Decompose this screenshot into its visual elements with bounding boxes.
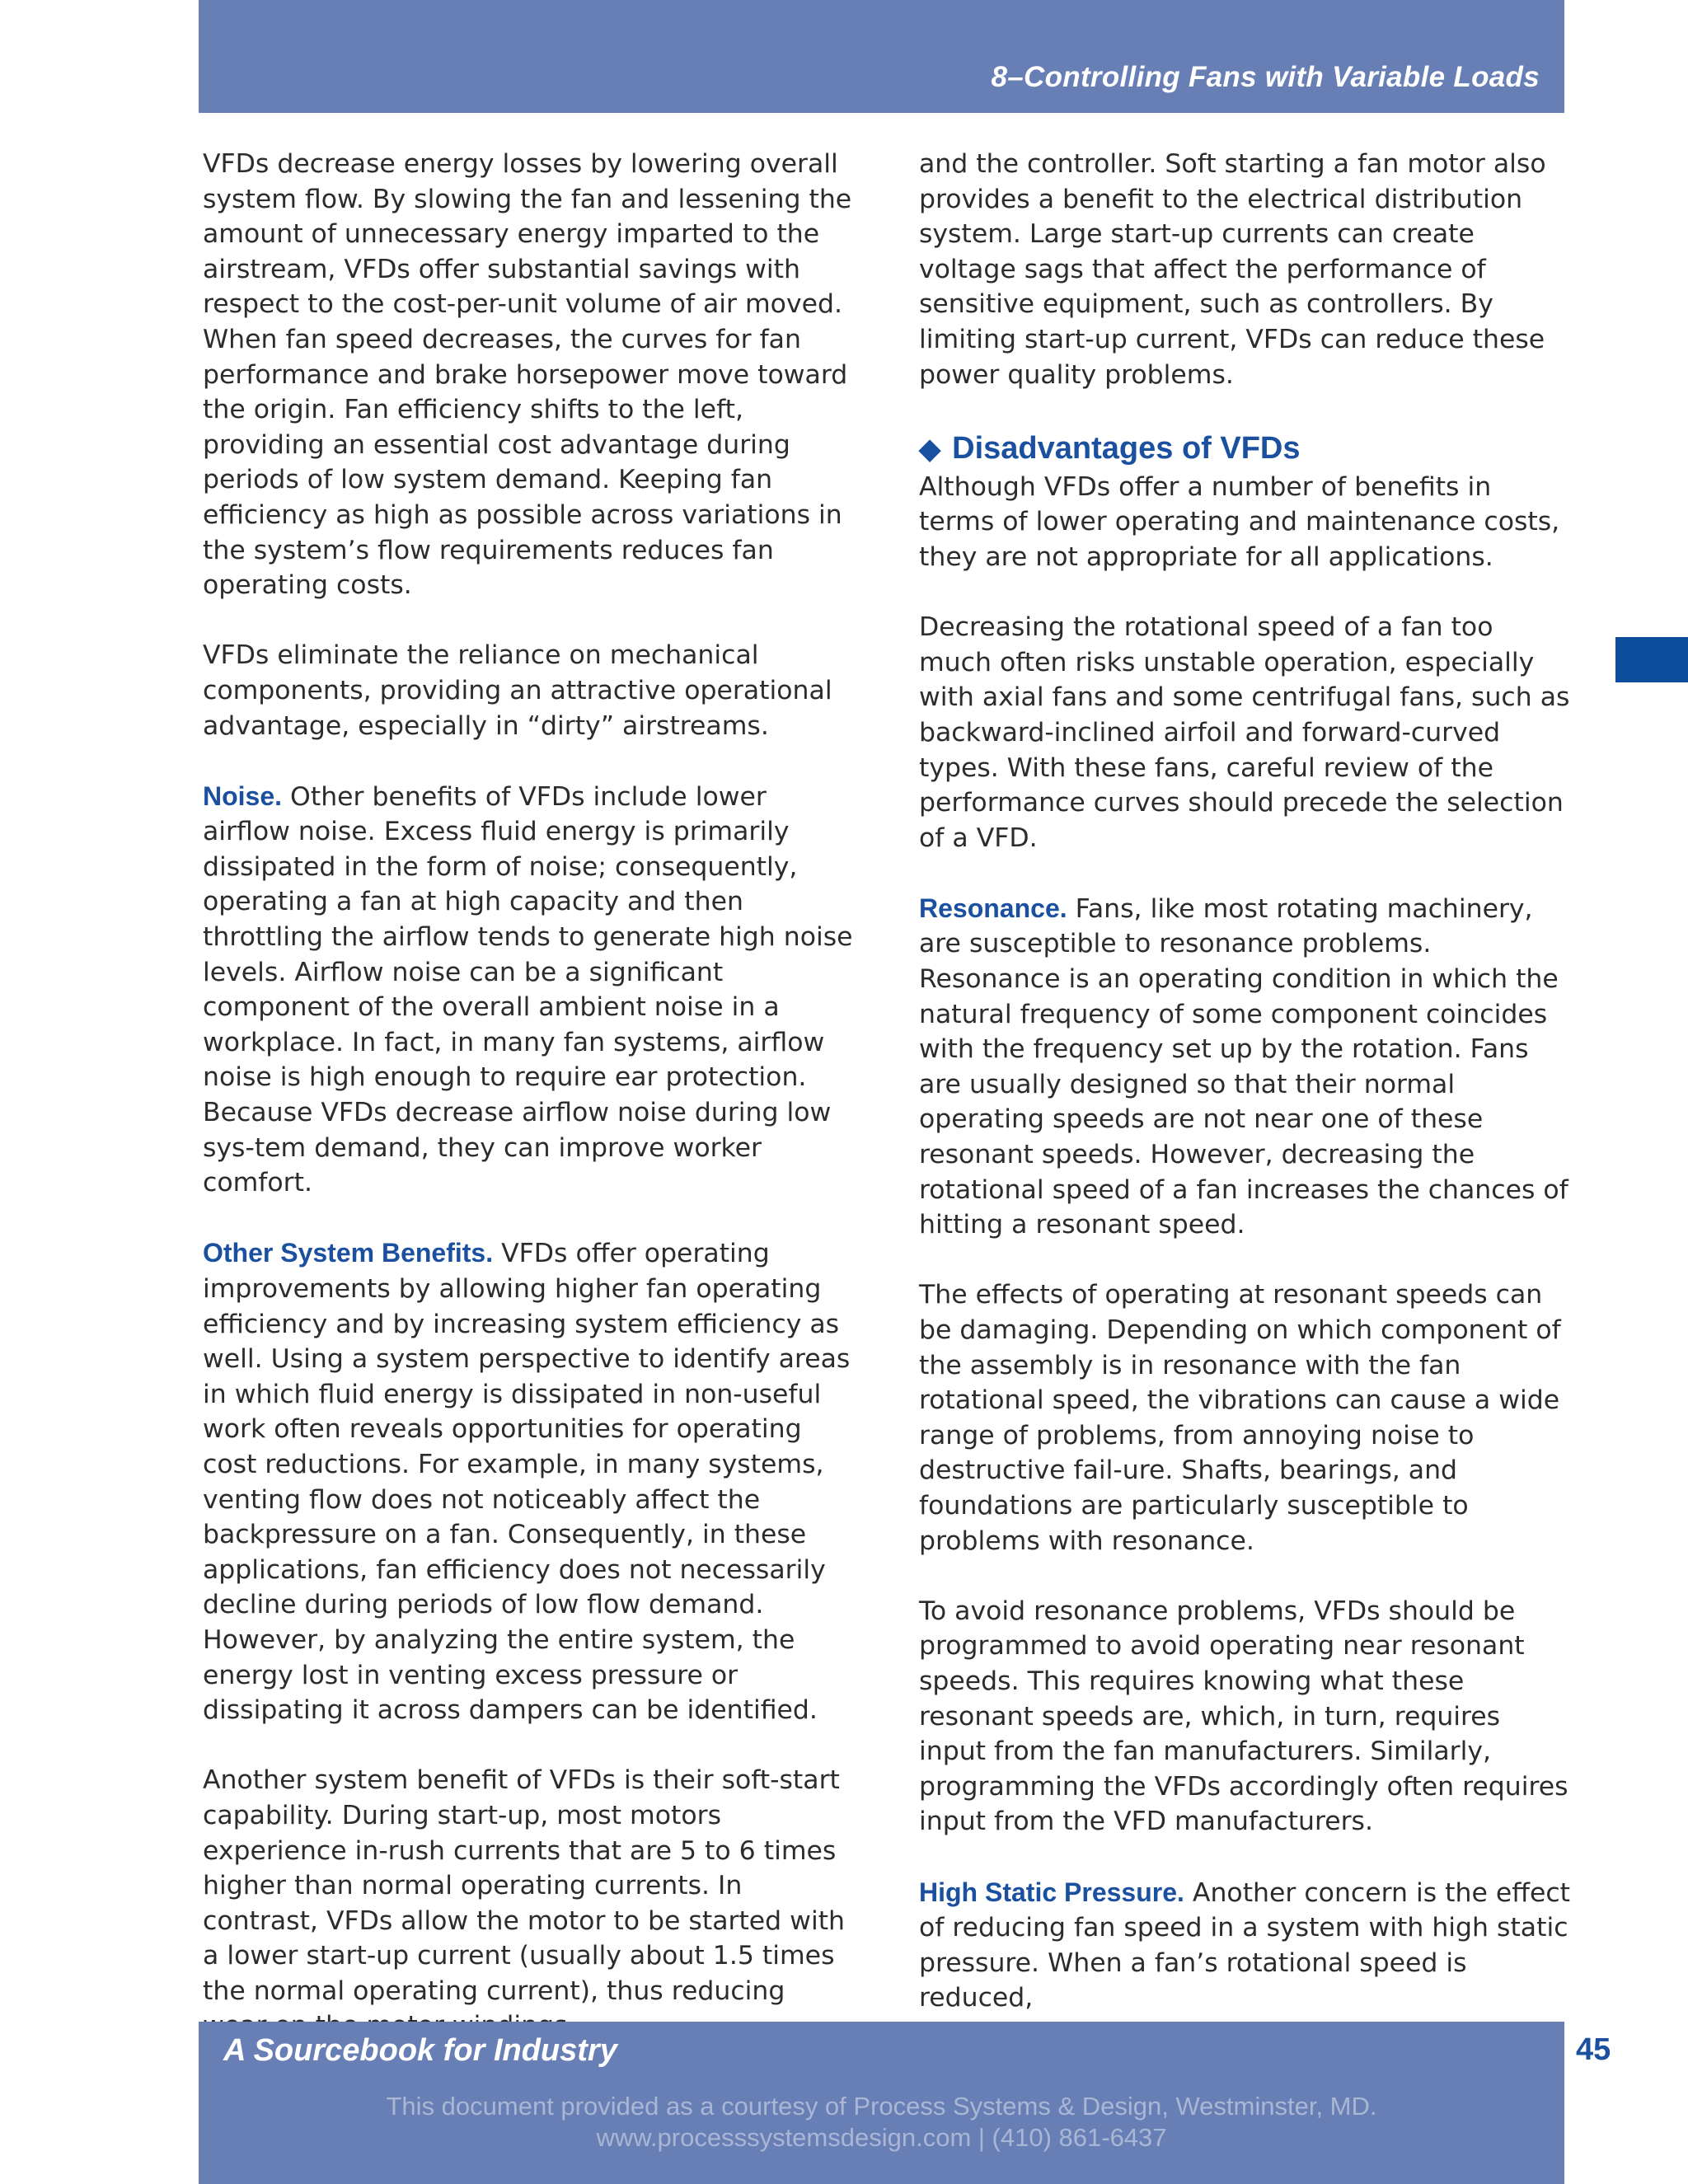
chapter-title: 8–Controlling Fans with Variable Loads <box>991 61 1540 93</box>
noise-text: Other benefits of VFDs include lower airflow noise. Excess fluid energy is primarily dissipated in the form of noise; consequently, operating a fan at high capacity and then throttling the airflow tends to generate high noise levels. Airflow noise can be a significant component of the overall ambient noise in a workplace. In fact, in many fan systems, airflow noise is high enough to require ear protection. Because VFDs decrease airflow noise during low sys-tem demand, they can improve worker comfort. <box>203 781 853 1198</box>
resonance-paragraph <box>919 891 1570 1243</box>
other-benefits-paragraph <box>203 1235 854 1727</box>
paragraph: The effects of operating at resonant speeds can be damaging. Depending on which component of the assembly is in resonance with the fan rotational speed, the vibrations can cause a wide range of problems, from annoying noise to destructive fail-ure. Shafts, bearings, and foundations are particularly susceptible to problems with resonance. <box>919 1280 1561 1556</box>
paragraph: VFDs eliminate the reliance on mechanical components, providing an attractive operational advantage, especially in “dirty” airstreams. <box>203 640 832 741</box>
paragraph: To avoid resonance problems, VFDs should be programmed to avoid operating near resonant speeds. This requires knowing what these resonant speeds are, which, in turn, requires input from the fan manufacturers. Similarly, programming the VFDs accordingly often requires input from the VFD manufacturers. <box>919 1596 1568 1837</box>
paragraph: VFDs decrease energy losses by lowering overall system flow. By slowing the fan and lessening the amount of unnecessary energy imparted to the airstream, VFDs offer substantial savings with respect to the cost-per-unit volume of air moved. When fan speed decreases, the curves for fan performance and brake horsepower move toward the origin. Fan efficiency shifts to the left, providing an essential cost advantage during periods of low system demand. Keeping fan efficiency as high as possible across variations in the system’s flow requirements reduces fan operating costs. <box>203 149 852 601</box>
noise-paragraph <box>203 779 854 1201</box>
section-heading-text: Disadvantages of VFDs <box>952 430 1301 466</box>
footer-title: A Sourcebook for Industry <box>223 2033 617 2068</box>
header-bar <box>199 0 1564 113</box>
paragraph: Another system benefit of VFDs is their soft-start capability. During start-up, most motors experience in-rush currents that are 5 to 6 times higher than normal operating currents. In contrast, VFDs allow the motor to be started with a lower start-up current (usually about 1.5 times the normal operating current), thus reducing <box>203 1765 846 2006</box>
chapter-side-tab <box>1615 637 1688 682</box>
right-column <box>919 147 1570 2016</box>
contact-line: www.processsystemsdesign.com | (410) 861-6437 <box>596 2123 1167 2152</box>
noise-heading: Noise. <box>203 780 283 811</box>
footer-bar <box>199 2022 1564 2184</box>
courtesy-notice: This document provided as a courtesy of Process Systems & Design, Westminster, MD. <box>386 2092 1377 2121</box>
high-static-pressure-paragraph <box>919 1875 1570 2016</box>
high-static-pressure-heading: High Static Pressure. <box>919 1877 1184 1907</box>
paragraph: Decreasing the rotational speed of a fan too much often risks unstable operation, especially with axial fans and some centrifugal fans, such as backward-inclined airfoil and forward-curved types. With these fans, careful review of the performance curves should precede the selection of a VFD. <box>919 612 1570 853</box>
paragraph: Although VFDs offer a number of benefits in terms of lower operating and maintenance costs, they are not appropriate for all applications. <box>919 471 1560 572</box>
section-heading <box>919 428 1570 470</box>
paragraph: and the controller. Soft starting a fan motor also provides a benefit to the electrical distribution system. Large start-up currents can create voltage sags that affect the performance of sensitive equipment, such as controllers. By limiting start-up current, VFDs can reduce these power quality problems. <box>919 149 1546 390</box>
other-benefits-heading: Other System Benefits. <box>203 1238 494 1268</box>
diamond-icon: ◆ <box>919 433 941 465</box>
page-number: 45 <box>1576 2032 1611 2067</box>
other-benefits-text: VFDs offer operating improvements by allowing higher fan operating efficiency and by increasing system efficiency as well. Using a system perspective to identify areas in which fluid energy is dissipated in non-useful work often reveals opportunities for operating cost reductions. For example, in many systems, venting flow does not noticeably affect the backpressure on a fan. Consequently, in these applications, fan efficiency does not necessarily decline during periods of low flow demand. However, by analyzing the entire system, the energy lost in venting excess pressure or dissipating it across dampers can be identified. <box>203 1239 851 1726</box>
resonance-heading: Resonance. <box>919 893 1067 923</box>
left-column <box>203 147 854 2044</box>
high-static-pressure-text: Another concern is the effect of reducing fan speed in a system with high static pressure. When a fan’s rotational speed is reduced, <box>919 1877 1570 2013</box>
resonance-text: Fans, like most rotating machinery, are susceptible to resonance problems. Resonance is an operating condition in which the natural frequency of some component coincides with the frequency set up by the rotation. Fans are usually designed so that their normal operating speeds are not near one of these resonant speeds. However, decreasing the rotational speed of a fan increases the chances of hitting a resonant speed. <box>919 893 1568 1240</box>
